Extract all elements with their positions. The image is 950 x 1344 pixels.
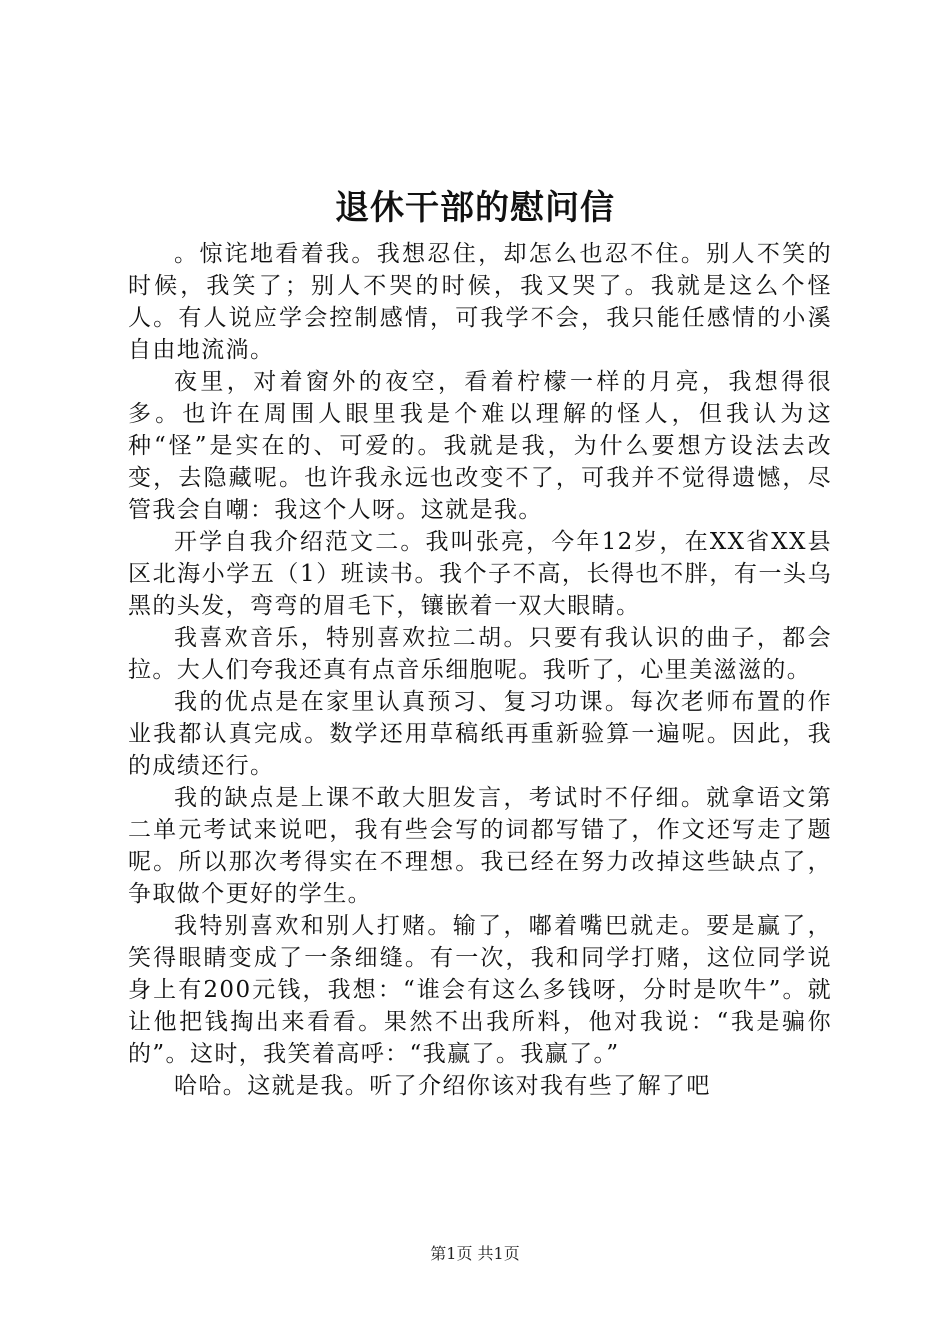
paragraph-3: 开学自我介绍范文二。我叫张亮，今年12岁，在XX省XX县区北海小学五（1）班读书。我个子不高，长得也不胖，有一头乌黑的头发，弯弯的眉毛下，镶嵌着一双大眼睛。 bbox=[128, 529, 832, 619]
paragraph-8: 哈哈。这就是我。听了介绍你该对我有些了解了吧 bbox=[174, 1073, 711, 1099]
page-number-footer: 第1页 共1页 bbox=[430, 1244, 520, 1263]
paragraph-5: 我的优点是在家里认真预习、复习功课。每次老师布置的作业我都认真完成。数学还用草稿纸再重新验算一遍呢。因此，我的成绩还行。 bbox=[128, 689, 832, 779]
document-body bbox=[128, 238, 832, 1102]
paragraph-7: 我特别喜欢和别人打赌。输了，嘟着嘴巴就走。要是赢了，笑得眼睛变成了一条细缝。有一次，我和同学打赌，这位同学说身上有200元钱，我想：“谁会有这么多钱呀，分时是吹牛”。就让他把钱掏出来看看。果然不出我所料，他对我说：“我是骗你的”。这时，我笑着高呼：“我赢了。我赢了。” bbox=[128, 913, 832, 1067]
paragraph-2: 夜里，对着窗外的夜空，看着柠檬一样的月亮，我想得很多。也许在周围人眼里我是个难以理解的怪人，但我认为这种“怪”是实在的、可爱的。我就是我，为什么要想方设法去改变，去隐藏呢。也许我永远也改变不了，可我并不觉得遗憾，尽管我会自嘲：我这个人呀。这就是我。 bbox=[128, 369, 832, 523]
paragraph-6: 我的缺点是上课不敢大胆发言，考试时不仔细。就拿语文第二单元考试来说吧，我有些会写的词都写错了，作文还写走了题呢。所以那次考得实在不理想。我已经在努力改掉这些缺点了，争取做个更好的学生。 bbox=[128, 785, 832, 907]
paragraph-4: 我喜欢音乐，特别喜欢拉二胡。只要有我认识的曲子，都会拉。大人们夸我还真有点音乐细胞呢。我听了，心里美滋滋的。 bbox=[128, 625, 832, 683]
document-title: 退休干部的慰问信 bbox=[335, 188, 615, 228]
paragraph-1: 。惊诧地看着我。我想忍住，却怎么也忍不住。别人不笑的时候，我笑了；别人不哭的时候，我又哭了。我就是这么个怪人。有人说应学会控制感情，可我学不会，我只能任感情的小溪自由地流淌。 bbox=[128, 241, 832, 363]
